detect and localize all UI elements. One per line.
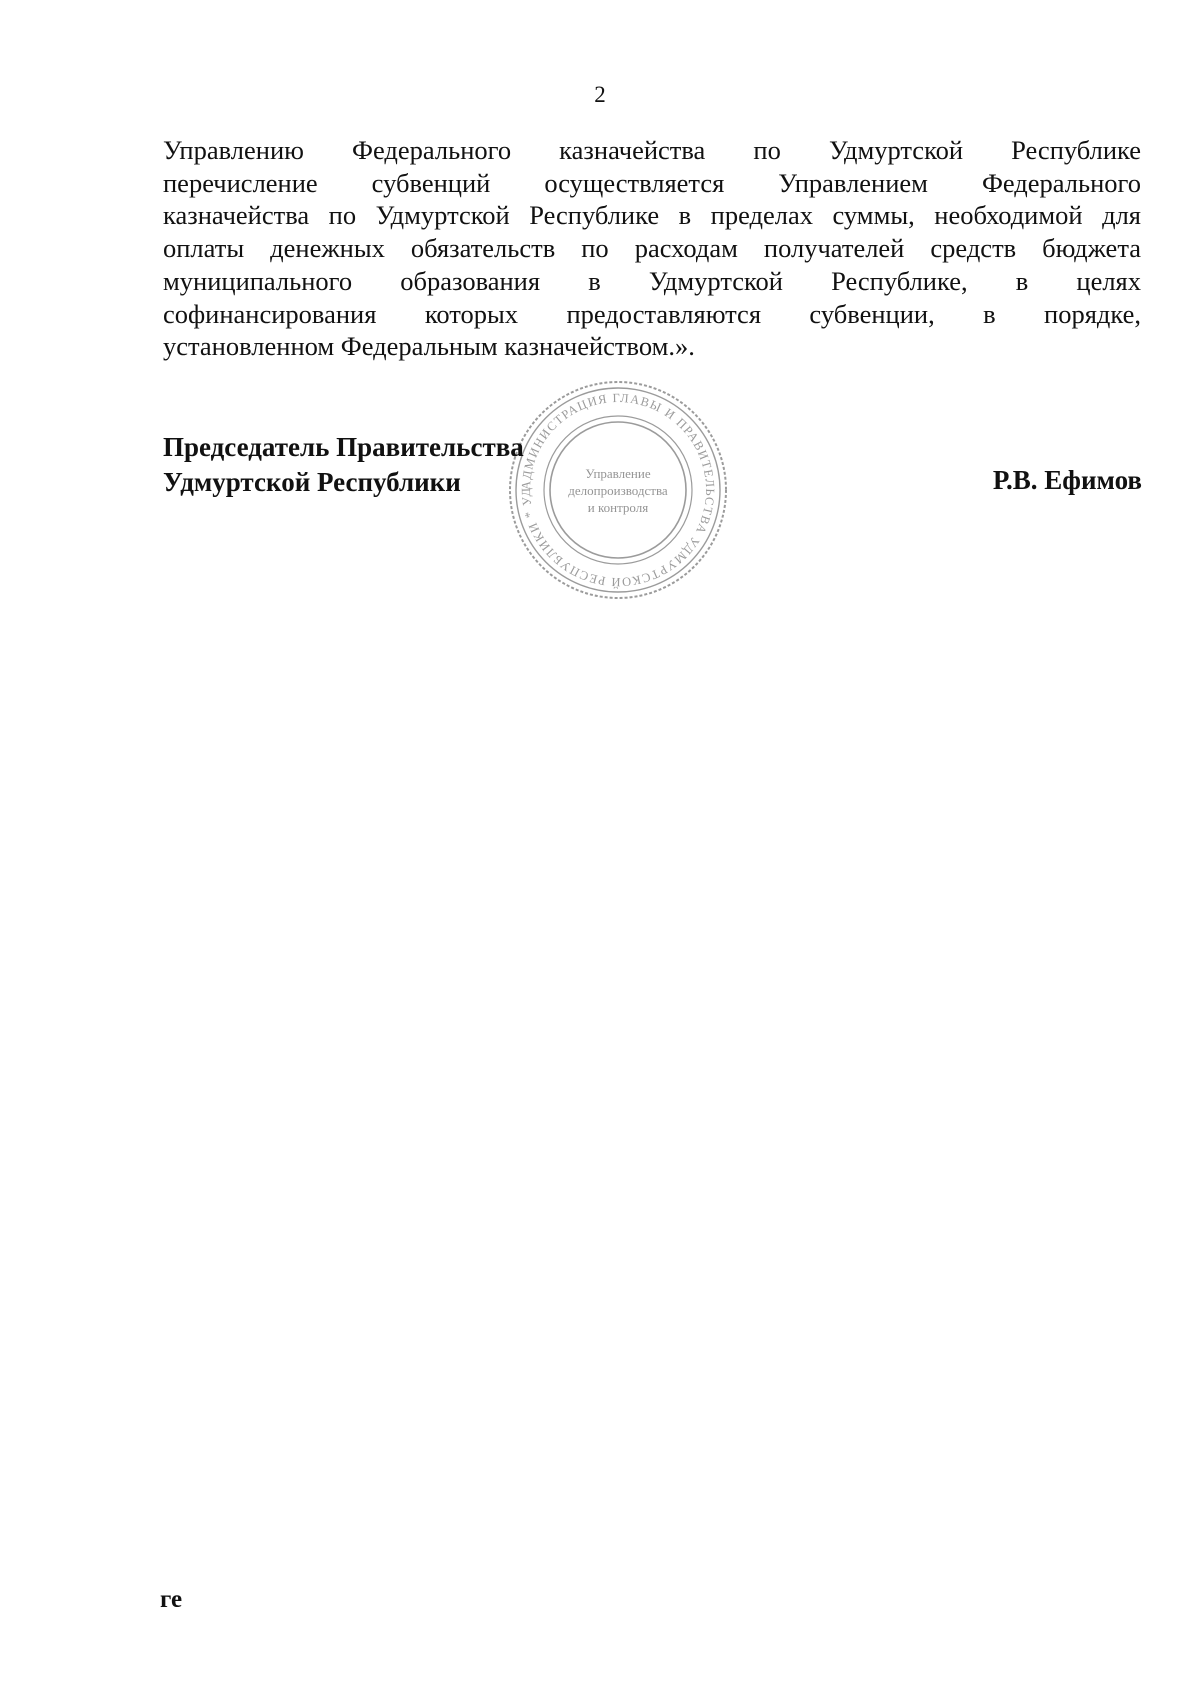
stamp-center-line: и контроля (587, 500, 649, 515)
stamp-center-line: Управление (585, 466, 651, 481)
signatory-title-line: Удмуртской Республики (163, 467, 461, 497)
body-line: казначейства по Удмуртской Республике в пределах суммы, необходимой для (163, 200, 1141, 231)
body-line: муниципального образования в Удмуртской Республике, в целях (163, 265, 1141, 296)
signatory-title-line: Председатель Правительства (163, 432, 524, 462)
body-line: Управлению Федерального казначейства по Удмуртской Республике (163, 135, 1141, 165)
page-number: 2 (594, 82, 606, 107)
body-line: установленном Федеральным казначейством.». (163, 331, 695, 362)
official-stamp (506, 378, 730, 602)
body-line: перечисление субвенций осуществляется Управлением Федерального (163, 167, 1141, 198)
body-line: оплаты денежных обязательств по расходам получателей средств бюджета (163, 233, 1141, 264)
body-line: софинансирования которых предоставляются субвенции, в порядке, (163, 298, 1141, 329)
stamp-seal-graphic (506, 378, 730, 602)
stamp-center-line: делопроизводства (568, 483, 668, 498)
signer-name: Р.В. Ефимов (992, 465, 1142, 495)
footer-mark: ге (160, 1586, 183, 1613)
signatory-title (163, 430, 524, 500)
body-paragraph (163, 134, 1141, 363)
stamp-ring-text: АДМИНИСТРАЦИЯ ГЛАВЫ И ПРАВИТЕЛЬСТВА УДМУРТСКОЙ РЕСПУБЛИКИ * УД (518, 390, 718, 590)
